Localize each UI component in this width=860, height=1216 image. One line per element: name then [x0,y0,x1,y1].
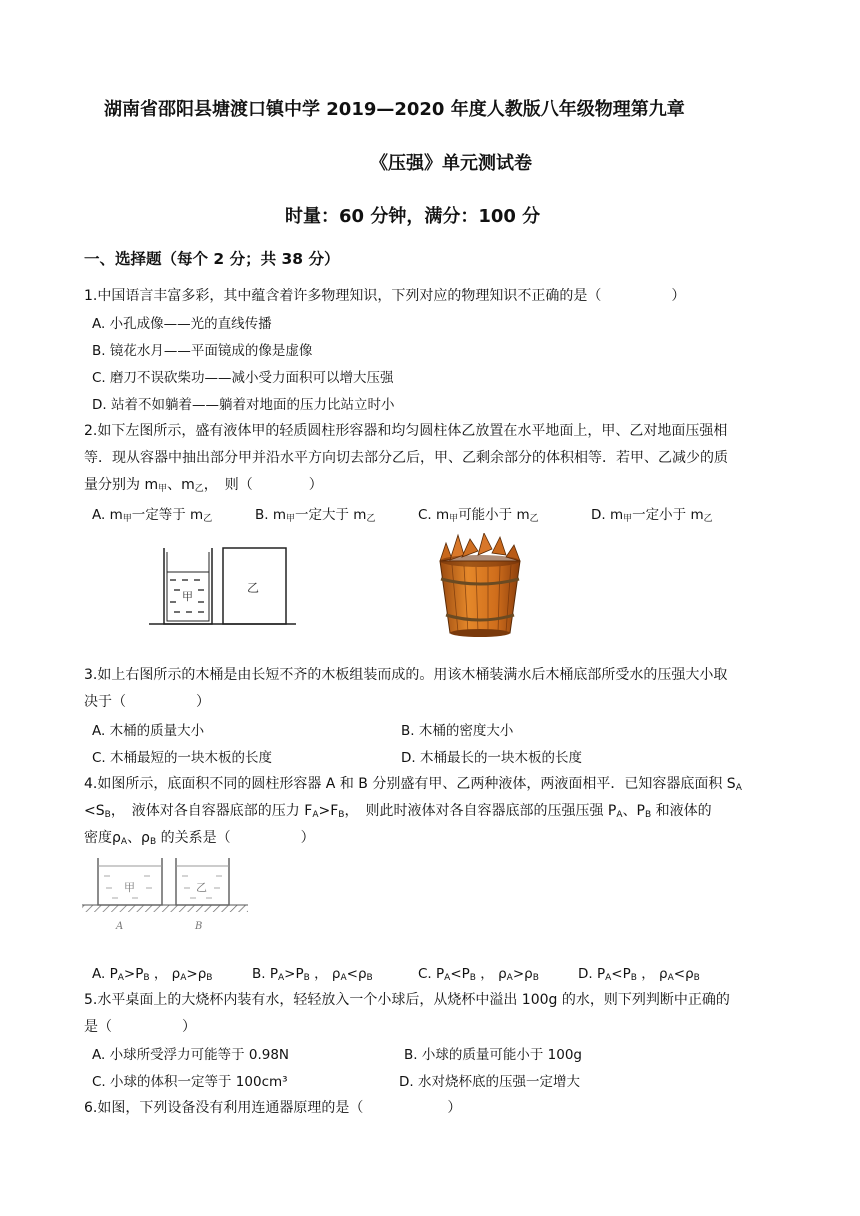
q4-option-a: A. $P_A>P_B$ ， $\rho_A>\rho_B$ [92,966,213,983]
q5-option-a: A. 小球所受浮力可能等于 0.98N [92,1047,290,1063]
q3-option-c: C. 木桶最短的一块木板的长度 [92,750,273,766]
q4-stem-line2: $<S_B$， 液体对各自容器底部的压力 $F_A>F_B$， 则此时液体对各自容器底部的压强压强 $P_A$、$P_B$ 和液体的 [84,803,712,820]
q4-option-b: B. $P_A>P_B$ ， $\rho_A<\rho_B$ [252,966,373,983]
q3-option-d: D. 木桶最长的一块木板的长度 [401,750,582,766]
wooden-bucket-image [432,533,528,639]
q6-stem: 6.如图，下列设备没有利用连通器原理的是（ ） [84,1100,462,1116]
q2-container-figure [148,540,298,628]
q2-label-jia: 甲 [182,590,193,603]
q1-option-a: A. 小孔成像——光的直线传播 [92,316,272,332]
q1-option-c: C. 磨刀不误砍柴功——减小受力面积可以增大压强 [92,370,394,386]
q2-option-c: C. $m_甲$可能小于 $m_乙$ [418,507,539,524]
q4-stem-line1: 4.如图所示，底面积不同的圆柱形容器 A 和 B 分别盛有甲、乙两种液体，两液面相平．已知容器底面积 $S_A$ [84,776,742,793]
q1-option-d: D. 站着不如躺着——躺着对地面的压力比站立时小 [92,397,395,413]
q4-option-c: C. $P_A<P_B$ ， $\rho_A>\rho_B$ [418,966,539,983]
q2-option-d: D. $m_甲$一定小于 $m_乙$ [591,507,713,524]
q5-option-d: D. 水对烧杯底的压强一定增大 [399,1074,580,1090]
q4-label-a: A [116,921,124,932]
q5-stem-line2: 是（ ） [84,1019,196,1035]
q4-option-d: D. $P_A<P_B$ ， $\rho_A<\rho_B$ [578,966,700,983]
q4-label-jia: 甲 [124,881,135,894]
q2-label-yi: 乙 [247,581,260,595]
q3-stem-line1: 3.如上右图所示的木桶是由长短不齐的木板组装而成的。用该木桶装满水后木桶底部所受水的压强大小取 [84,667,728,683]
q3-option-a: A. 木桶的质量大小 [92,723,205,739]
doc-title-line1: 湖南省邵阳县塘渡口镇中学 2019—2020 年度人教版八年级物理第九章 [104,99,685,120]
q4-label-b: B [195,921,203,932]
q2-stem-line2: 等．现从容器中抽出部分甲并沿水平方向切去部分乙后，甲、乙剩余部分的体积相等．若甲、乙减少的质 [84,450,728,466]
q5-stem-line1: 5.水平桌面上的大烧杯内装有水，轻轻放入一个小球后，从烧杯中溢出 100g 的水，则下列判断中正确的 [84,992,730,1008]
doc-title-line2: 《压强》单元测试卷 [370,153,532,174]
q5-option-c: C. 小球的体积一定等于 100cm³ [92,1074,288,1090]
q2-option-a: A. $m_甲$一定等于 $m_乙$ [92,507,213,524]
q1-stem: 1.中国语言丰富多彩，其中蕴含着许多物理知识，下列对应的物理知识不正确的是（ ） [84,288,686,304]
q4-containers-figure [82,856,248,934]
q4-stem-line3: 密度$\rho_A$、$\rho_B$ 的关系是（ ） [84,830,315,847]
q2-stem-line1: 2.如下左图所示，盛有液体甲的轻质圆柱形容器和均匀圆柱体乙放置在水平地面上，甲、乙对地面压强相 [84,423,728,439]
section-heading: 一、选择题（每个 2 分；共 38 分） [84,250,340,268]
q4-label-yi: 乙 [196,881,207,894]
q5-option-b: B. 小球的质量可能小于 100g [404,1047,582,1063]
q3-option-b: B. 木桶的密度大小 [401,723,514,739]
q3-stem-line2: 决于（ ） [84,694,210,710]
time-info: 时量：60 分钟，满分：100 分 [285,206,541,227]
q2-option-b: B. $m_甲$一定大于 $m_乙$ [255,507,376,524]
q2-stem-line3: 量分别为 $m_甲$、$m_乙$， 则（ ） [84,477,323,494]
q1-option-b: B. 镜花水月——平面镜成的像是虚像 [92,343,313,359]
